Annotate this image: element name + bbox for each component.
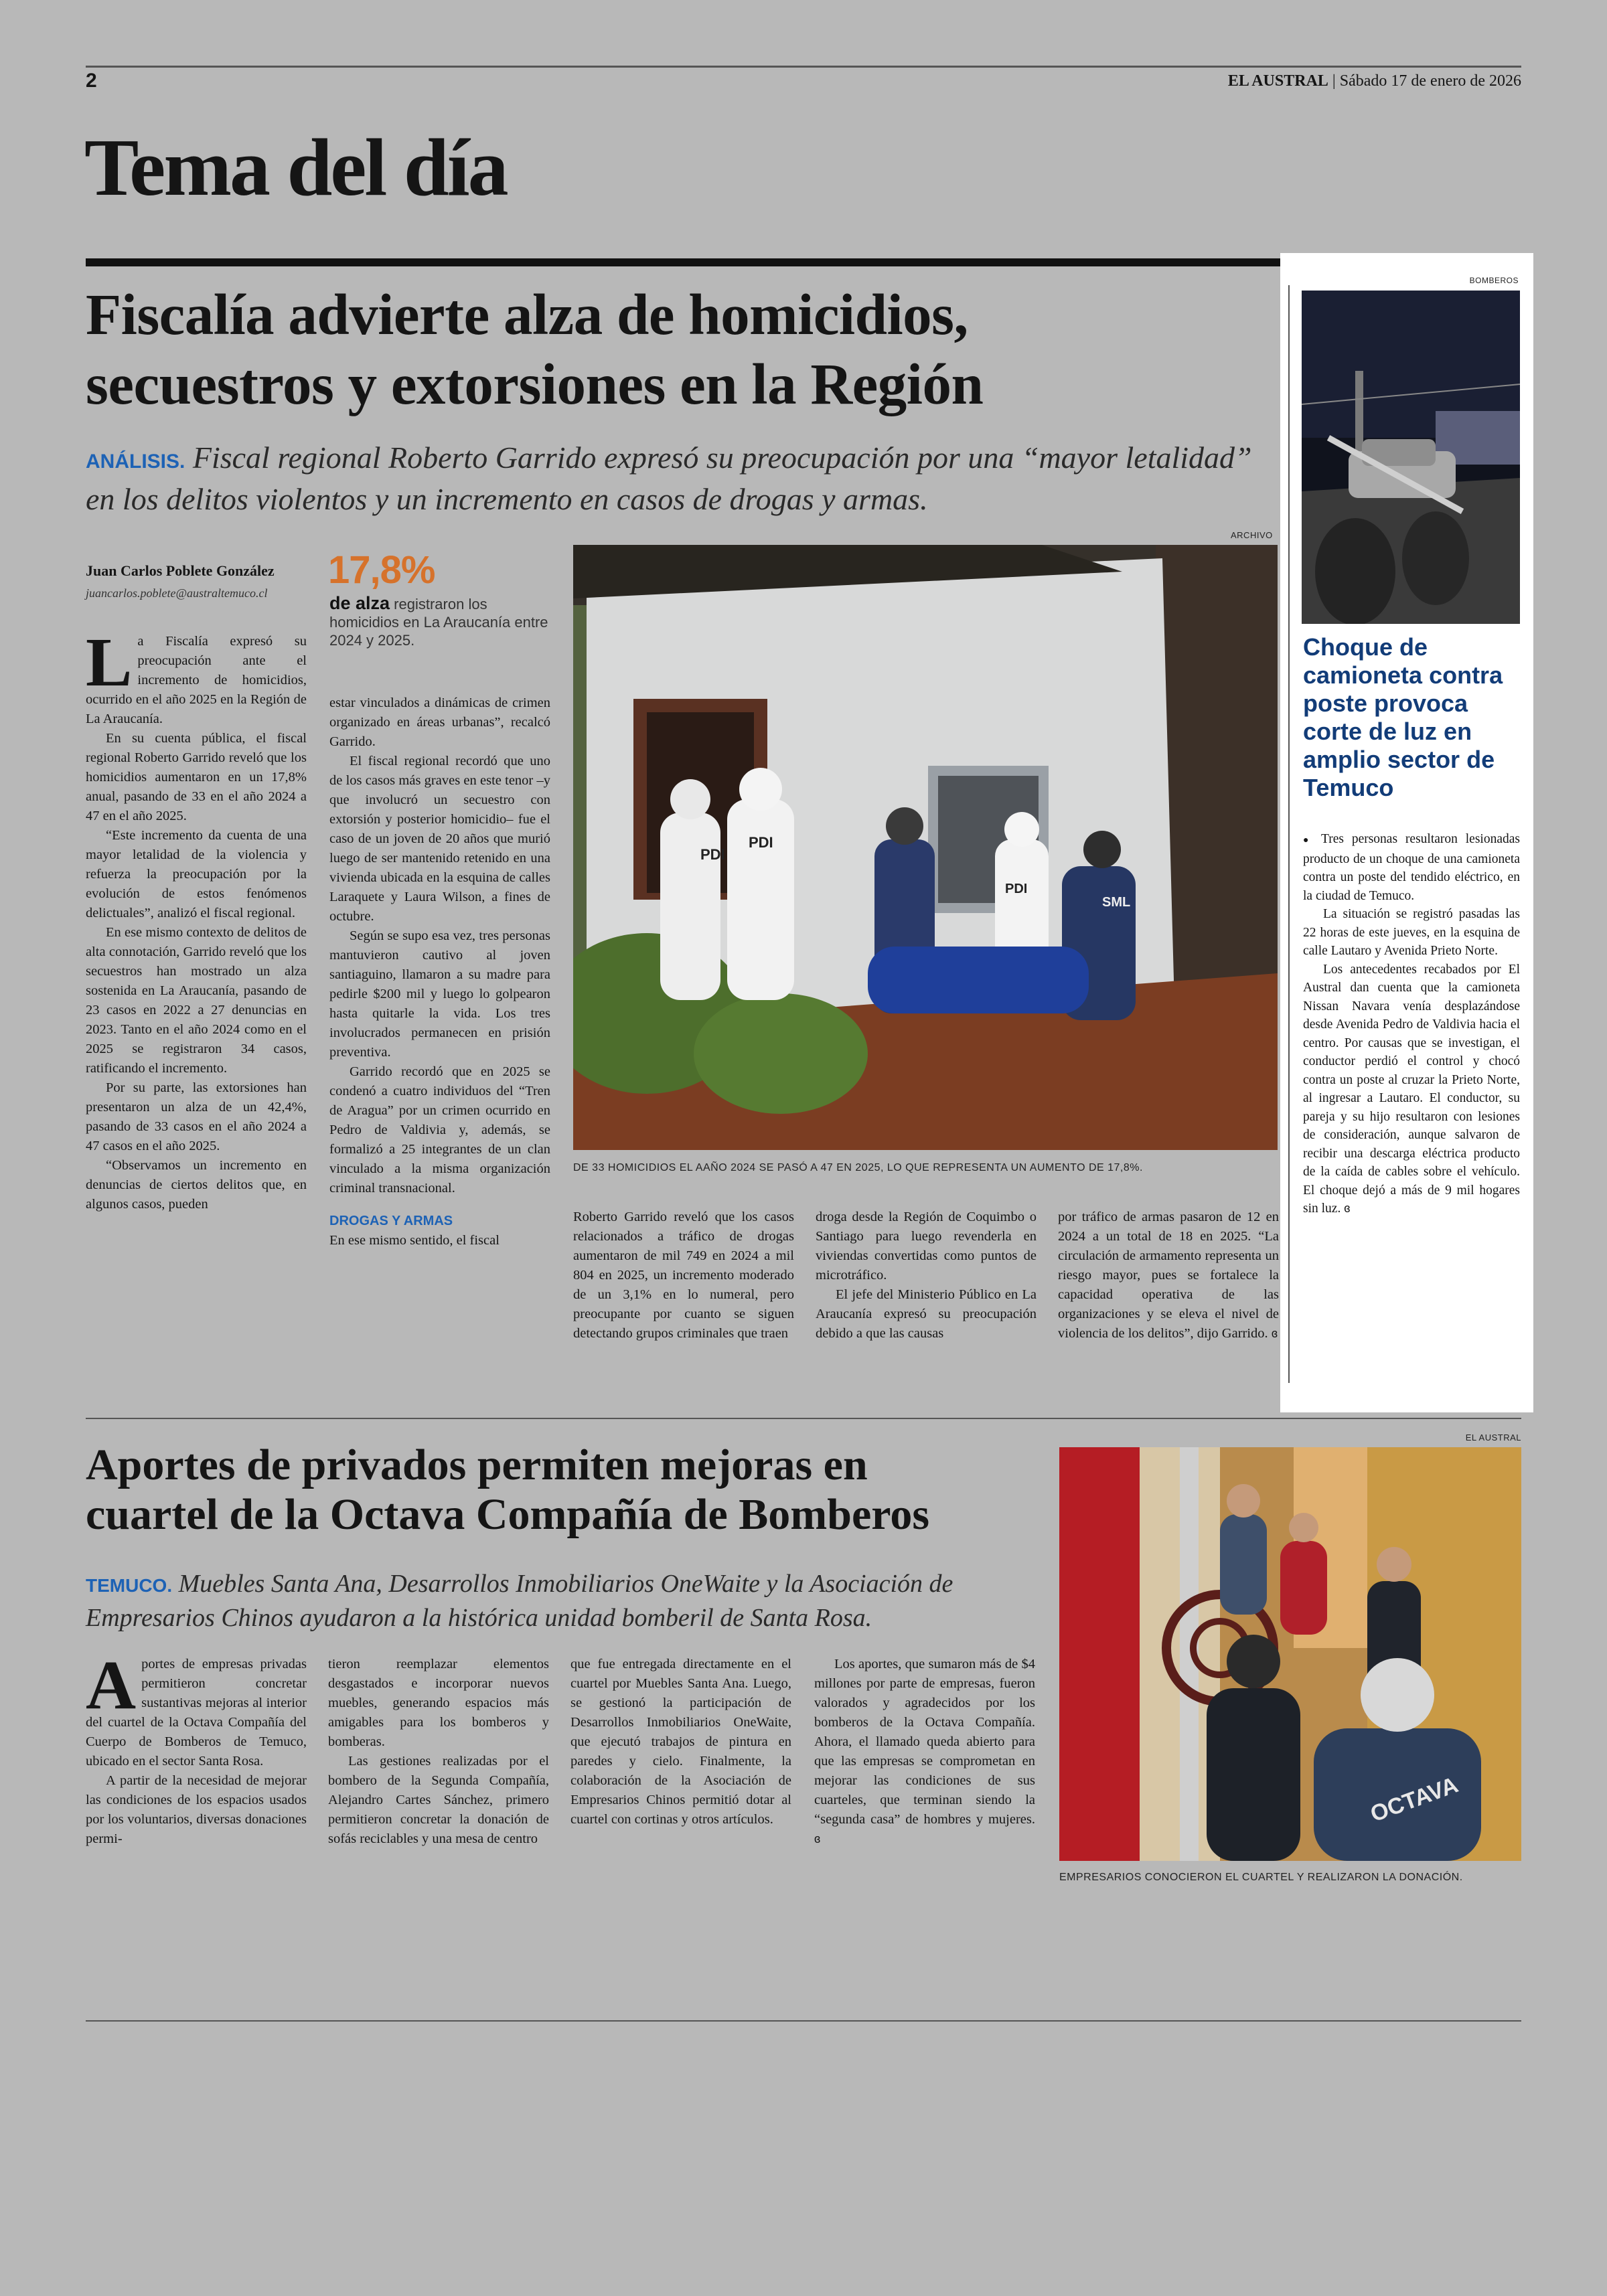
second-kicker: TEMUCO. [86,1575,173,1596]
sidebar-p3: Los antecedentes recabados por El Austral dan cuenta que la camioneta Nissan Navara venía desplazándose desde Avenida Pedro de Valdivia hacia el centro. Por causas que se investigan, el conductor perdió el control y chocó contra un poste al cruzar la Prieto Norte, al ingresar a Lautaro. El conductor, su pareja y su hijo resultaron con lesiones de consideración, aunque salvaron de recibir una descarga eléctrica producto de la caída de cables sobre el vehículo. El choque dejó a más de 9 mil hogares sin luz. [1303,962,1520,1216]
main-col2-p1: estar vinculados a dinámicas de crimen organizado en áreas urbanas”, recalcó Garrido. [329,695,550,749]
main-col5-p1: por tráfico de armas pasaron de 12 en 2024 a un total de 18 en 2025. “La circulación de armamento representa un riesgo mayor, pues se fortalece la capacidad operativa de las organizaciones y se eleva el nivel de violencia de los delitos”, dijo Garrido. [1058,1210,1279,1341]
sidebar-photo-credit: BOMBEROS [1469,276,1519,285]
folio [1228,72,1521,90]
main-col2-p4: Garrido recordó que en 2025 se condenó a cuatro individuos del “Tren de Aragua” por un crimen ocurrido en Pedro de Valdivia y, además, se formalizó a 25 integrantes de un clan vinculado a la misma organización criminal transnacional. [329,1064,550,1196]
pdi-vest-1: PDI [700,846,725,863]
main-col1-p4: En ese mismo contexto de delitos de alta connotación, Garrido reveló que los secuestros han mostrado un alza sostenida en La Araucanía, pasando de 23 casos en 2022 a 27 denuncias en 2023. Tanto en el año 2024 como en el 2025 se registraron 34 casos, ratificando el incremento. [86,925,307,1076]
page-number: 2 [86,70,97,92]
main-col3-p1: Roberto Garrido reveló que los casos relacionados a tráfico de drogas aumentaron de mil 749 en 2024 a mil 804 en 2025, un incremento moderado de un 3,1% en lo numeral, pero preocupante por cuanto se siguen detectando grupos criminales que traen [573,1210,794,1341]
sml-vest: SML [1102,895,1131,910]
main-col2-p2: El fiscal regional recordó que uno de los casos más graves en este tenor –y que involucró un secuestro con extorsión y posterior homicidio– fue el caso de un joven de 20 años que murió luego de ser mantenido retenido en una vivienda ubicada en la esquina de calles Laraquete y Laura Wilson, a fines de octubre. [329,754,550,924]
main-col4-p1: droga desde la Región de Coquimbo o Santiago para luego revenderla en viviendas convertidas como puntos de microtráfico. [816,1210,1037,1283]
main-subhead: DROGAS Y ARMAS [329,1214,453,1228]
main-dropcap: L [86,624,133,701]
main-photo-caption: DE 33 HOMICIDIOS EL AAÑO 2024 SE PASÓ A 47 EN 2025, LO QUE REPRESENTA UN AUMENTO DE 17,8%. [573,1162,1143,1173]
second-deck [86,1568,1063,1634]
sidebar-photo [1302,291,1520,624]
second-deck-text: Muebles Santa Ana, Desarrollos Inmobiliarios OneWaite y la Asociación de Empresarios Chinos ayudaron a la histórica unidad bomberil de Santa Rosa. [86,1570,953,1632]
main-col-4 [816,1208,1037,1343]
edition-date: Sábado 17 de enero de 2026 [1339,72,1521,90]
main-col1-p2: En su cuenta pública, el fiscal regional Roberto Garrido reveló que los homicidios aumentaron en un 17,8% anual, pasando de 33 en el año 2024 a 47 en el año 2025. [86,731,307,823]
second-col2-p1: tieron reemplazar elementos desgastados e incorporar nuevos muebles, generando espacios más amigables para los bomberos y bomberas. [328,1657,549,1749]
sidebar-p2: La situación se registró pasadas las 22 horas de este jueves, en la esquina de calle Lautaro y Avenida Prieto Norte. [1303,907,1520,958]
main-deck-text: Fiscal regional Roberto Garrido expresó su preocupación por una “mayor letalidad” en los delitos violentos y un incremento en casos de drogas y armas. [86,440,1252,516]
main-headline-line-1: Fiscalía advierte alza de homicidios, [86,282,968,347]
second-photo [1059,1447,1521,1861]
main-photo [573,545,1278,1150]
second-col3-p1: que fue entregada directamente en el cuartel por Muebles Santa Ana. Luego, se gestionó la participación de Desarrollos Inmobiliarios OneWaite, que ejecutó trabajos de pintura en paredes y cielo. Finalmente, la colaboración de la Asociación de Empresarios Chinos permitió dotar al cuartel con cortinas y otros artículos. [570,1657,791,1827]
sidebar-rule [1288,285,1290,1383]
main-col1-p3: “Este incremento da cuenta de una mayor letalidad de la violencia y refuerza la preocupación por la evolución de estos fenómenos delictuales”, analizó el fiscal regional. [86,828,307,920]
second-col1-p1: portes de empresas privadas permitieron concretar sustantivas mejoras al interior del cuartel de la Octava Compañía del Cuerpo de Bomberos de Temuco, ubicado en el sector Santa Rosa. [86,1657,307,1769]
byline-email[interactable]: juancarlos.poblete@australtemuco.cl [86,586,268,600]
main-col1-p1: a Fiscalía expresó su preocupación ante el incremento de homicidios, ocurrido en el año 2025 en la Región de La Araucanía. [86,634,307,726]
main-col1-p6: “Observamos un incremento en denuncias de ciertos delitos que, en algunos casos, pueden [86,1158,307,1212]
second-col2-p2: Las gestiones realizadas por el bombero de la Segunda Compañía, Alejandro Cartes Sánchez, primero permitieron concretar la donación de sofás reciclables y una mesa de centro [328,1754,549,1846]
pdi-vest-3: PDI [1005,882,1028,896]
main-end-mark: ɞ [1271,1327,1278,1340]
main-col1-p5: Por su parte, las extorsiones han presentaron un alza de un 42,4%, pasando de 33 casos en el año 2024 a 47 casos en el año 2025. [86,1080,307,1153]
second-photo-scene [1059,1447,1521,1861]
publication-name: EL AUSTRAL [1227,72,1328,90]
main-photo-scene [573,545,1278,1150]
second-col-4 [814,1655,1035,1849]
sidebar-bullet: ● [1303,835,1314,845]
byline-author: Juan Carlos Poblete González [86,562,275,579]
pdi-vest-2: PDI [749,834,773,851]
main-kicker: ANÁLISIS. [86,450,185,473]
main-col2-p5: En ese mismo sentido, el fiscal [329,1233,500,1248]
bottom-rule [86,2020,1521,2022]
stat-bold: de alza [329,593,390,613]
sidebar-p1: Tres personas resultaron lesionadas producto de un choque de una camioneta contra un poste del tendido eléctrico, en la ciudad de Temuco. [1303,832,1520,903]
section-rule [86,258,1284,266]
sidebar-box [1280,253,1533,1412]
second-photo-caption: EMPRESARIOS CONOCIERON EL CUARTEL Y REALIZARON LA DONACIÓN. [1059,1872,1463,1883]
second-headline-line-2: cuartel de la Octava Compañía de Bomberos [86,1490,930,1539]
stat-text: registraron los homicidios en La Araucanía entre 2024 y 2025. [329,596,548,649]
main-headline [86,280,1284,419]
second-headline-line-1: Aportes de privados permiten mejoras en [86,1441,868,1489]
stat-description [329,594,550,649]
main-col4-p2: El jefe del Ministerio Público en La Araucanía expresó su preocupación debido a que las causas [816,1287,1037,1341]
octava-jacket-text: OCTAVA [1367,1772,1462,1827]
sidebar-photo-scene [1302,291,1520,624]
sidebar-body [1303,830,1520,1218]
second-col-3 [570,1655,791,1829]
sidebar-end-mark: ɞ [1344,1202,1351,1215]
folio-divider: | [1332,72,1340,90]
second-dropcap: A [86,1647,137,1724]
second-end-mark: ɞ [814,1832,821,1846]
second-headline [86,1441,1063,1540]
section-title: Tema del día [84,122,507,213]
main-col2-p3: Según se supo esa vez, tres personas mantuvieron cautivo al joven santiaguino, llamaron a su madre para pedirle $200 mil y luego lo golpearon hasta quitarle la vida. Los tres involucrados permanecen en prisión preventiva. [329,928,550,1060]
stat-value: 17,8% [328,548,435,592]
second-col1-p2: A partir de la necesidad de mejorar las condiciones de los espacios usados por los voluntarios, diversas donaciones permi- [86,1773,307,1846]
main-col-2 [329,693,550,1250]
main-deck [86,439,1284,518]
second-col-1 [86,1647,307,1849]
second-col-2 [328,1655,549,1849]
top-rule [86,66,1521,68]
main-col-5 [1058,1208,1279,1343]
main-headline-line-2: secuestros y extorsiones en la Región [86,351,984,416]
main-col-1 [86,624,307,1214]
main-photo-credit: ARCHIVO [1231,530,1273,540]
second-photo-credit: EL AUSTRAL [1465,1432,1521,1443]
story-separator [86,1418,1521,1419]
sidebar-headline: Choque de camioneta contra poste provoca corte de luz en amplio sector de Temuco [1303,633,1503,801]
main-col-3 [573,1208,794,1343]
second-col4-p1: Los aportes, que sumaron más de $4 millones por parte de empresas, fueron valorados y agradecidos por los bomberos de la Octava Compañía. Ahora, el llamado queda abierto para que las empresas se comprometan en mejorar las condiciones de sus cuarteles, que terminan siendo la “segunda casa” de hombres y mujeres. [814,1657,1035,1827]
